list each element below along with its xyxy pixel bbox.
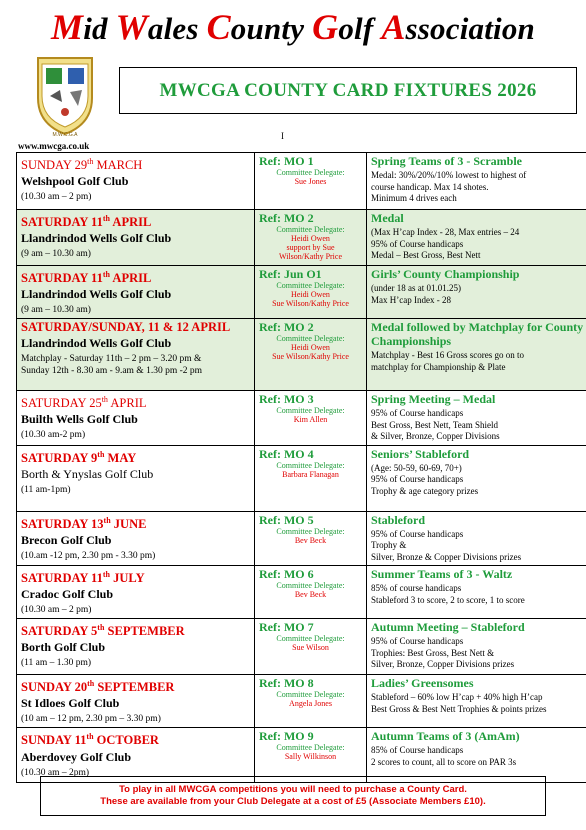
committee-delegate-label: Committee Delegate:: [276, 581, 345, 591]
fixture-time: (9 am – 10.30 am): [21, 249, 91, 260]
committee-delegate-name: Sue Wilson/Kathy Price: [272, 352, 349, 362]
fixture-format: Silver, Bronze, Copper Divisions prizes: [371, 659, 515, 670]
fixture-ref-cell: [255, 511, 367, 566]
fixture-club: Llandrindod Wells Golf Club: [21, 231, 172, 246]
committee-delegate-label: Committee Delegate:: [276, 334, 345, 344]
committee-delegate-name: Kim Allen: [293, 415, 328, 425]
fixture-venue-cell: [17, 675, 255, 728]
fixture-club: Llandrindod Wells Golf Club: [21, 336, 172, 351]
fixture-time: (11 am – 1.30 pm): [21, 658, 92, 669]
fixture-format: Matchplay - Best 16 Gross scores go on to: [371, 350, 524, 361]
title-capital-letter: W: [115, 7, 148, 47]
committee-delegate-name: Bev Beck: [294, 535, 327, 545]
committee-delegate-name: Sue Jones: [294, 177, 327, 186]
fixture-format: Silver, Bronze & Copper Divisions prizes: [371, 551, 522, 562]
fixture-event-cell: [367, 728, 586, 783]
committee-delegate-name: Sally Wilkinson: [284, 752, 337, 762]
association-crest-logo: [32, 52, 98, 138]
fixture-club: Llandrindod Wells Golf Club: [21, 287, 172, 302]
fixture-format: (under 18 as at 01.01.25): [371, 283, 461, 293]
fixture-date: SATURDAY 5th SEPTEMBER: [21, 623, 185, 639]
fixture-date: SATURDAY 11th JULY: [21, 570, 145, 586]
fixture-event-cell: [367, 391, 586, 446]
fixture-date: SATURDAY 25th APRIL: [21, 395, 147, 411]
fixture-venue-cell: [17, 728, 255, 783]
fixture-time: Matchplay - Saturday 11th – 2 pm – 3.20 pm &: [21, 354, 202, 365]
fixture-format: Stableford – 60% low H’cap + 40% high H’cap: [371, 692, 543, 703]
fixture-format: (Max H’cap Index - 28, Max entries – 24: [371, 227, 520, 237]
fixture-club: Borth & Ynyslas Golf Club: [21, 466, 154, 481]
committee-delegate-name: Bev Beck: [294, 590, 327, 600]
fixture-event: Ladies’ Greensomes: [371, 676, 474, 691]
committee-delegate-name: Heidi Owen: [291, 234, 330, 243]
fixture-row: [17, 566, 586, 619]
fixture-format: Medal – Best Gross, Best Nett: [371, 250, 481, 260]
committee-delegate-label: Committee Delegate:: [276, 743, 345, 753]
title-text: ounty: [230, 11, 313, 46]
fixture-format: 95% of Course handicaps: [371, 408, 464, 419]
svg-text:M.W.C.G.A: M.W.C.G.A: [52, 132, 78, 138]
fixture-time: (9 am – 10.30 am): [21, 305, 91, 316]
fixture-row: [17, 511, 586, 566]
fixture-ref: Ref: MO 4: [259, 446, 314, 461]
committee-delegate-label: Committee Delegate:: [276, 168, 345, 177]
committee-delegate-name: Heidi Owen: [291, 290, 330, 299]
fixture-club: Aberdovey Golf Club: [21, 749, 132, 764]
fixture-row: [17, 675, 586, 728]
fixture-ref: Ref: MO 1: [259, 154, 314, 168]
fixture-format: 2 scores to count, all to score on PAR 3s: [371, 756, 517, 767]
committee-delegate-label: Committee Delegate:: [276, 406, 345, 416]
fixture-club: Builth Wells Golf Club: [21, 412, 138, 427]
fixture-ref: Ref: MO 3: [259, 392, 314, 407]
fixture-format: 85% of Course handicaps: [371, 745, 464, 756]
fixture-venue-cell: [17, 210, 255, 266]
fixture-time: (11 am-1pm): [21, 484, 71, 495]
fixture-row: [17, 619, 586, 675]
title-capital-letter: C: [206, 7, 231, 47]
fixture-ref: Ref: MO 7: [259, 620, 314, 635]
fixture-ref-cell: [255, 391, 367, 446]
fixture-format: Minimum 4 drives each: [371, 193, 457, 203]
fixture-format: Max H’cap Index - 28: [371, 294, 451, 305]
fixture-format: 95% of Course handicaps: [371, 238, 464, 249]
fixture-time: (10 am – 12 pm, 2.30 pm – 3.30 pm): [21, 714, 161, 725]
fixture-event: Spring Teams of 3 - Scramble: [371, 154, 523, 168]
fixture-time: Sunday 12th - 8.30 am - 9.am & 1.30 pm -2 pm: [21, 366, 203, 377]
fixture-event: Spring Meeting – Medal: [371, 392, 496, 407]
fixture-ref: Ref: MO 6: [259, 567, 314, 582]
fixture-date: SUNDAY 20th SEPTEMBER: [21, 679, 175, 695]
notice-line-1: To play in all MWCGA competitions you will need to purchase a County Card.: [119, 784, 467, 795]
fixture-ref-cell: [255, 210, 367, 266]
fixture-event-cell: [367, 675, 586, 728]
committee-delegate-label: Committee Delegate:: [276, 634, 345, 644]
fixture-format: Stableford 3 to score, 2 to score, 1 to score: [371, 594, 525, 605]
fixture-event: Girls’ County Championship: [371, 267, 520, 281]
fixture-ref: Ref: MO 5: [259, 512, 314, 527]
fixture-venue-cell: [17, 319, 255, 391]
fixture-date: SUNDAY 11th OCTOBER: [21, 732, 159, 748]
fixture-date: SATURDAY/SUNDAY, 11 & 12 APRIL: [21, 320, 231, 335]
fixture-event: Autumn Teams of 3 (AmAm): [371, 729, 520, 744]
committee-delegate-name: Barbara Flanagan: [282, 469, 339, 479]
fixture-format: Best Gross & Best Nett Trophies & points prizes: [371, 703, 547, 714]
fixture-club: St Idloes Golf Club: [21, 696, 120, 711]
fixture-date: SATURDAY 9th MAY: [21, 449, 137, 465]
fixture-event: Autumn Meeting – Stableford: [371, 620, 525, 635]
fixture-time: (10.am -12 pm, 2.30 pm - 3.30 pm): [21, 550, 156, 561]
fixture-row: [17, 266, 586, 319]
fixture-ref-cell: [255, 319, 367, 391]
fixture-ref-cell: [255, 675, 367, 728]
fixture-row: [17, 391, 586, 446]
committee-delegate-name: Angela Jones: [289, 699, 332, 709]
committee-delegate-name: Heidi Owen: [291, 343, 330, 353]
fixture-ref: Ref: Jun O1: [259, 267, 322, 281]
fixture-format: 85% of course handicaps: [371, 583, 462, 594]
fixture-ref-cell: [255, 619, 367, 675]
fixture-date: SUNDAY 29th MARCH: [21, 157, 143, 173]
committee-delegate-label: Committee Delegate:: [276, 690, 345, 700]
stray-mark: I: [281, 131, 284, 141]
fixture-event-cell: [367, 210, 586, 266]
committee-delegate-label: Committee Delegate:: [276, 225, 345, 234]
county-card-notice: [40, 776, 546, 816]
fixture-time: (10.30 am – 2 pm): [21, 605, 92, 616]
title-capital-letter: M: [50, 7, 84, 47]
fixture-ref-cell: [255, 566, 367, 619]
title-capital-letter: A: [381, 7, 406, 47]
fixture-event-cell: [367, 619, 586, 675]
fixture-format: Trophy & age category prizes: [371, 485, 479, 496]
title-capital-letter: G: [312, 7, 339, 47]
fixture-row: [17, 728, 586, 783]
fixture-venue-cell: [17, 445, 255, 511]
fixtures-heading: MWCGA COUNTY CARD FIXTURES 2026: [159, 79, 537, 101]
fixture-event: Stableford: [371, 512, 425, 527]
title-text: ales: [147, 11, 207, 46]
fixture-ref: Ref: MO 2: [259, 211, 314, 225]
committee-delegate-label: Committee Delegate:: [276, 281, 345, 290]
fixture-format: Trophies: Best Gross, Best Nett &: [371, 647, 495, 658]
fixture-event: Summer Teams of 3 - Waltz: [371, 567, 513, 582]
fixture-event: Medal: [371, 211, 404, 225]
notice-line-2: These are available from your Club Delegate at a cost of £5 (Associate Members £10).: [100, 796, 486, 807]
fixture-format: 95% of Course handicaps: [371, 474, 464, 485]
fixture-ref: Ref: MO 8: [259, 676, 314, 691]
fixture-row: [17, 210, 586, 266]
fixture-format: 95% of Course handicaps: [371, 528, 464, 539]
fixture-ref-cell: [255, 266, 367, 319]
fixture-ref: Ref: MO 9: [259, 729, 314, 744]
fixture-ref: Ref: MO 2: [259, 320, 314, 335]
fixture-club: Borth Golf Club: [21, 640, 106, 655]
fixture-date: SATURDAY 11th APRIL: [21, 270, 152, 286]
fixtures-table: [16, 152, 586, 783]
title-text: ssociation: [405, 11, 535, 46]
fixture-venue-cell: [17, 153, 255, 210]
fixture-venue-cell: [17, 391, 255, 446]
fixture-event-cell: [367, 511, 586, 566]
fixture-ref-cell: [255, 153, 367, 210]
fixture-event: Seniors’ Stableford: [371, 446, 470, 461]
committee-delegate-name: Sue Wilson/Kathy Price: [272, 299, 349, 308]
fixtures-header-box: [119, 67, 577, 114]
fixture-format: course handicap. Max 14 shotes.: [371, 181, 489, 192]
fixture-time: (10.30 am – 2 pm): [21, 192, 92, 203]
fixture-venue-cell: [17, 511, 255, 566]
fixture-date: SATURDAY 11th APRIL: [21, 214, 152, 230]
fixture-format: Trophy &: [371, 540, 407, 551]
fixture-format: matchplay for Championship & Plate: [371, 361, 506, 372]
fixture-club: Welshpool Golf Club: [21, 174, 129, 189]
fixture-time: (10.30 am – 2pm): [21, 767, 90, 778]
fixture-event-cell: [367, 266, 586, 319]
fixture-event-cell: [367, 566, 586, 619]
committee-delegate-name: Sue Wilson: [292, 643, 329, 653]
association-title: [0, 6, 586, 48]
fixture-time: (10.30 am-2 pm): [21, 430, 86, 441]
fixture-format: Best Gross, Best Nett, Team Shield: [371, 419, 498, 430]
fixture-row: [17, 445, 586, 511]
fixture-venue-cell: [17, 266, 255, 319]
committee-delegate-name: Wilson/Kathy Price: [279, 252, 342, 261]
committee-delegate-name: support by Sue: [286, 243, 335, 252]
committee-delegate-label: Committee Delegate:: [276, 460, 345, 470]
fixture-row: [17, 319, 586, 391]
fixture-club: Brecon Golf Club: [21, 532, 112, 547]
fixture-venue-cell: [17, 566, 255, 619]
fixture-format: & Silver, Bronze, Copper Divisions: [371, 431, 500, 442]
fixture-club: Cradoc Golf Club: [21, 587, 114, 602]
committee-delegate-label: Committee Delegate:: [276, 526, 345, 536]
fixture-date: SATURDAY 13th JUNE: [21, 515, 147, 531]
fixture-format: Medal: 30%/20%/10% lowest to highest of: [371, 170, 527, 180]
fixture-ref-cell: [255, 445, 367, 511]
fixture-event: Medal followed by Matchplay for County Championships: [371, 320, 584, 349]
fixture-event-cell: [367, 445, 586, 511]
fixture-format: 95% of Course handicaps: [371, 636, 464, 647]
website-url[interactable]: www.mwcga.co.uk: [18, 141, 90, 151]
title-text: olf: [338, 11, 382, 46]
fixture-event-cell: [367, 319, 586, 391]
title-text: id: [83, 11, 116, 46]
fixture-venue-cell: [17, 619, 255, 675]
fixture-row: [17, 153, 586, 210]
fixture-ref-cell: [255, 728, 367, 783]
fixture-format: (Age: 50-59, 60-69, 70+): [371, 462, 462, 473]
fixture-event-cell: [367, 153, 586, 210]
